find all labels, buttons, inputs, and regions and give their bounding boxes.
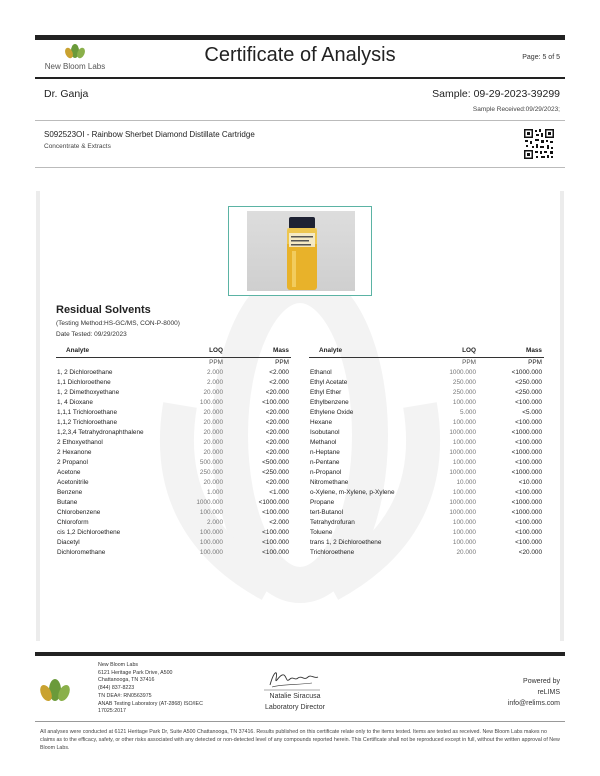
lab-name: New Bloom Labs [98, 662, 139, 668]
loq-cell: 20.000 [203, 388, 223, 396]
page-title: Certificate of Analysis [204, 44, 396, 66]
table-row [56, 478, 291, 488]
loq-cell: 20.000 [203, 418, 223, 426]
mass-cell: <100.000 [262, 549, 289, 557]
mass-cell: <1.000 [269, 489, 289, 497]
footer-top-rule [35, 652, 565, 656]
analyte-cell: tert-Butanol [310, 509, 344, 517]
lab-city: Chattanooga, TN 37416 [98, 677, 155, 684]
analyte-cell: cis 1,2 Dichloroethene [57, 529, 121, 537]
powered-by-name: reLIMS [537, 689, 560, 696]
analyte-cell: 2 Hexanone [57, 448, 92, 456]
mass-cell: <100.000 [515, 519, 542, 527]
loq-cell: 1000.000 [449, 469, 476, 477]
analyte-cell: 1, 2 Dichloroethane [57, 368, 113, 376]
loq-cell: 20.000 [203, 428, 223, 436]
column-header-analyte: Analyte [56, 345, 165, 357]
table-row [56, 458, 291, 468]
table-row [56, 408, 291, 418]
mass-cell: <1000.000 [511, 428, 542, 436]
loq-cell: 100.000 [452, 458, 476, 466]
powered-by-block [508, 676, 560, 709]
loq-cell: 100.000 [452, 539, 476, 547]
table-row [309, 388, 544, 398]
analyte-cell: 1, 2 Dimethoxyethane [57, 388, 120, 396]
mass-cell: <20.000 [265, 408, 289, 416]
mass-cell: <20.000 [518, 549, 542, 557]
loq-cell: 100.000 [452, 418, 476, 426]
analyte-cell: Ethyl Acetate [310, 378, 348, 386]
analyte-cell: Diacetyl [57, 539, 80, 547]
loq-cell: 1.000 [207, 489, 223, 497]
mass-cell: <100.000 [515, 489, 542, 497]
loq-cell: 100.000 [452, 489, 476, 497]
loq-cell: 20.000 [203, 408, 223, 416]
mass-cell: <1000.000 [511, 499, 542, 507]
sample-id: Sample: 09-29-2023-39299 [432, 88, 560, 100]
mass-cell: <20.000 [265, 448, 289, 456]
loq-cell: 20.000 [203, 448, 223, 456]
analyte-cell: Ethanol [310, 368, 332, 376]
analyte-cell: o-Xylene, m-Xylene, p-Xylene [310, 489, 395, 497]
mass-cell: <20.000 [265, 418, 289, 426]
table-header-row [56, 345, 291, 357]
mass-cell: <1000.000 [511, 509, 542, 517]
footer-divider [35, 721, 565, 722]
leaf-logo-icon [64, 43, 86, 59]
director-name: Natalie Siracusa [269, 693, 321, 700]
table-row [56, 388, 291, 398]
divider [35, 167, 565, 168]
loq-cell: 100.000 [452, 529, 476, 537]
sample-received-date: Sample Received:09/29/2023; [472, 106, 560, 113]
loq-cell: 20.000 [203, 438, 223, 446]
table-row [56, 518, 291, 528]
loq-cell: 1000.000 [449, 428, 476, 436]
table-row [56, 398, 291, 408]
table-row [309, 418, 544, 428]
loq-unit: PPM [209, 358, 223, 366]
divider [35, 120, 565, 121]
analyte-cell: 1, 4 Dioxane [57, 398, 93, 406]
director-title: Laboratory Director [265, 704, 325, 711]
mass-cell: <100.000 [262, 509, 289, 517]
analyte-cell: Ethylene Oxide [310, 408, 354, 416]
table-row [309, 518, 544, 528]
mass-cell: <1000.000 [511, 469, 542, 477]
qr-code-icon[interactable] [523, 128, 555, 160]
mass-cell: <20.000 [265, 388, 289, 396]
table-row [56, 488, 291, 498]
table-row [309, 408, 544, 418]
mass-cell: <100.000 [262, 398, 289, 406]
loq-cell: 100.000 [452, 438, 476, 446]
brand-logo [40, 43, 110, 71]
loq-cell: 20.000 [203, 479, 223, 487]
mass-unit: PPM [275, 358, 289, 366]
analyte-cell: Trichloroethene [310, 549, 355, 557]
table-row [56, 378, 291, 388]
lab-iso: 17025:2017 [98, 708, 126, 715]
loq-cell: 100.000 [199, 529, 223, 537]
table-row [309, 438, 544, 448]
analyte-cell: Propane [310, 499, 335, 507]
column-header-loq: LOQ [418, 345, 478, 357]
analyte-cell: 2 Ethoxyethanol [57, 438, 103, 446]
lab-address-block [98, 662, 203, 716]
table-body [309, 357, 544, 558]
mass-cell: <20.000 [265, 479, 289, 487]
header-top-rule [35, 35, 565, 40]
analyte-cell: Nitromethane [310, 479, 349, 487]
table-row [309, 468, 544, 478]
cartridge-vial-image [247, 211, 355, 291]
mass-cell: <500.000 [262, 458, 289, 466]
header-bottom-rule [35, 77, 565, 79]
solvents-table-left [56, 345, 291, 558]
table-row [309, 378, 544, 388]
analyte-cell: Chloroform [57, 519, 89, 527]
lab-dea: TN DEA#: RN0563975 [98, 692, 152, 699]
table-row [56, 428, 291, 438]
analyte-cell: trans 1, 2 Dichloroethene [310, 539, 382, 547]
analyte-cell: 1,2,3,4 Tetrahydronaphthalene [57, 428, 144, 436]
column-header-loq: LOQ [165, 345, 225, 357]
lab-street: 6121 Heritage Park Drive, A500 [98, 669, 173, 676]
table-header-row [309, 345, 544, 357]
lab-director [250, 691, 340, 713]
loq-cell: 100.000 [452, 398, 476, 406]
mass-cell: <20.000 [265, 438, 289, 446]
sample-photo-frame [228, 206, 372, 296]
mass-cell: <1000.000 [511, 368, 542, 376]
loq-unit: PPM [462, 358, 476, 366]
loq-cell: 2.000 [207, 378, 223, 386]
table-row [309, 488, 544, 498]
mass-cell: <1000.000 [258, 499, 289, 507]
loq-cell: 2.000 [207, 368, 223, 376]
solvents-table-right [309, 345, 544, 558]
table-row [56, 468, 291, 478]
table-row [309, 498, 544, 508]
powered-by-label: Powered by [523, 678, 560, 685]
loq-cell: 250.000 [452, 388, 476, 396]
loq-cell: 20.000 [456, 549, 476, 557]
table-row [309, 528, 544, 538]
loq-cell: 5.000 [460, 408, 476, 416]
contact-email[interactable]: info@relims.com [507, 700, 560, 707]
loq-cell: 1000.000 [449, 448, 476, 456]
section-title: Residual Solvents [56, 304, 151, 316]
table-row [309, 398, 544, 408]
product-name: S092523OI - Rainbow Sherbet Diamond Distillate Cartridge [44, 130, 255, 139]
mass-cell: <100.000 [262, 539, 289, 547]
testing-method: (Testing Method:HS-GC/MS, CON-P-8000) [56, 320, 180, 327]
mass-cell: <100.000 [515, 539, 542, 547]
loq-cell: 100.000 [199, 549, 223, 557]
analyte-cell: Dichloromethane [57, 549, 106, 557]
table-row [56, 368, 291, 378]
loq-cell: 250.000 [199, 469, 223, 477]
column-header-mass: Mass [478, 345, 544, 357]
units-row [309, 357, 544, 368]
table-body [56, 357, 291, 558]
table-row [309, 448, 544, 458]
column-header-analyte: Analyte [309, 345, 418, 357]
table-row [309, 508, 544, 518]
mass-cell: <100.000 [515, 398, 542, 406]
sample-photo [247, 211, 355, 291]
loq-cell: 10.000 [456, 479, 476, 487]
analyte-cell: Toluene [310, 529, 333, 537]
table-row [56, 438, 291, 448]
mass-cell: <100.000 [515, 418, 542, 426]
loq-cell: 1000.000 [449, 368, 476, 376]
loq-cell: 2.000 [207, 519, 223, 527]
loq-cell: 100.000 [452, 519, 476, 527]
mass-unit: PPM [528, 358, 542, 366]
loq-cell: 100.000 [199, 398, 223, 406]
table-row [56, 508, 291, 518]
client-name: Dr. Ganja [44, 88, 89, 100]
table-row [56, 528, 291, 538]
loq-cell: 100.000 [199, 539, 223, 547]
logo-text: New Bloom Labs [44, 62, 106, 71]
loq-cell: 250.000 [452, 378, 476, 386]
analyte-cell: Benzene [57, 489, 83, 497]
loq-cell: 1000.000 [449, 499, 476, 507]
table-row [56, 498, 291, 508]
loq-cell: 100.000 [199, 509, 223, 517]
mass-cell: <100.000 [515, 458, 542, 466]
table-row [309, 428, 544, 438]
loq-cell: 1000.000 [449, 509, 476, 517]
analyte-cell: 2 Propanol [57, 458, 88, 466]
footer-leaf-logo-icon [38, 678, 72, 702]
table-row [309, 538, 544, 548]
mass-cell: <1000.000 [511, 448, 542, 456]
analyte-cell: 1,1,1 Trichloroethane [57, 408, 118, 416]
mass-cell: <100.000 [262, 529, 289, 537]
analyte-cell: n-Propanol [310, 469, 342, 477]
mass-cell: <100.000 [515, 438, 542, 446]
product-category: Concentrate & Extracts [44, 143, 111, 150]
table-row [309, 458, 544, 468]
table-row [56, 548, 291, 558]
loq-cell: 1000.000 [196, 499, 223, 507]
page-number: Page: 5 of 5 [522, 54, 560, 61]
analyte-cell: Ethyl Ether [310, 388, 342, 396]
analyte-cell: Hexane [310, 418, 333, 426]
analyte-cell: Methanol [310, 438, 337, 446]
loq-cell: 500.000 [199, 458, 223, 466]
lab-phone: (844) 837-8223 [98, 685, 135, 692]
mass-cell: <5.000 [522, 408, 542, 416]
analyte-cell: Isobutanol [310, 428, 340, 436]
table-row [56, 448, 291, 458]
analyte-cell: 1,1 Dichloroethene [57, 378, 111, 386]
analyte-cell: n-Heptane [310, 448, 340, 456]
mass-cell: <10.000 [518, 479, 542, 487]
disclaimer-text: All analyses were conducted at 6121 Heritage Park Dr, Suite A500 Chattanooga, TN 37416. Results published on this certificate relate only to the items tested. Items are tested as received. New Bloom Labs makes no claims as to the efficacy, safety, or other risks associated with any detected or non-detected level of any compounds reported herein. This Certificate shall not be reproduced except in full, without the written approval of New Bloom Labs. [40, 729, 560, 751]
table-row [309, 548, 544, 558]
mass-cell: <100.000 [515, 529, 542, 537]
units-row [56, 357, 291, 368]
mass-cell: <250.000 [262, 469, 289, 477]
table-row [56, 538, 291, 548]
date-tested: Date Tested: 09/29/2023 [56, 331, 127, 338]
table-row [56, 418, 291, 428]
table-row [309, 478, 544, 488]
director-signature [262, 665, 322, 691]
analyte-cell: Chlorobenzene [57, 509, 101, 517]
analyte-cell: Acetone [57, 469, 81, 477]
mass-cell: <2.000 [269, 519, 289, 527]
mass-cell: <250.000 [515, 378, 542, 386]
mass-cell: <20.000 [265, 428, 289, 436]
table-row [309, 368, 544, 378]
mass-cell: <250.000 [515, 388, 542, 396]
analyte-cell: Tetrahydrofuran [310, 519, 355, 527]
analyte-cell: 1,1,2 Trichloroethane [57, 418, 118, 426]
analyte-cell: Ethylbenzene [310, 398, 349, 406]
analyte-cell: Butane [57, 499, 78, 507]
lab-accreditation: ANAB Testing Laboratory (AT-2868) ISO/IEC [98, 700, 203, 707]
analyte-cell: Acetonitrile [57, 479, 89, 487]
column-header-mass: Mass [225, 345, 291, 357]
mass-cell: <2.000 [269, 368, 289, 376]
analyte-cell: n-Pentane [310, 458, 340, 466]
mass-cell: <2.000 [269, 378, 289, 386]
